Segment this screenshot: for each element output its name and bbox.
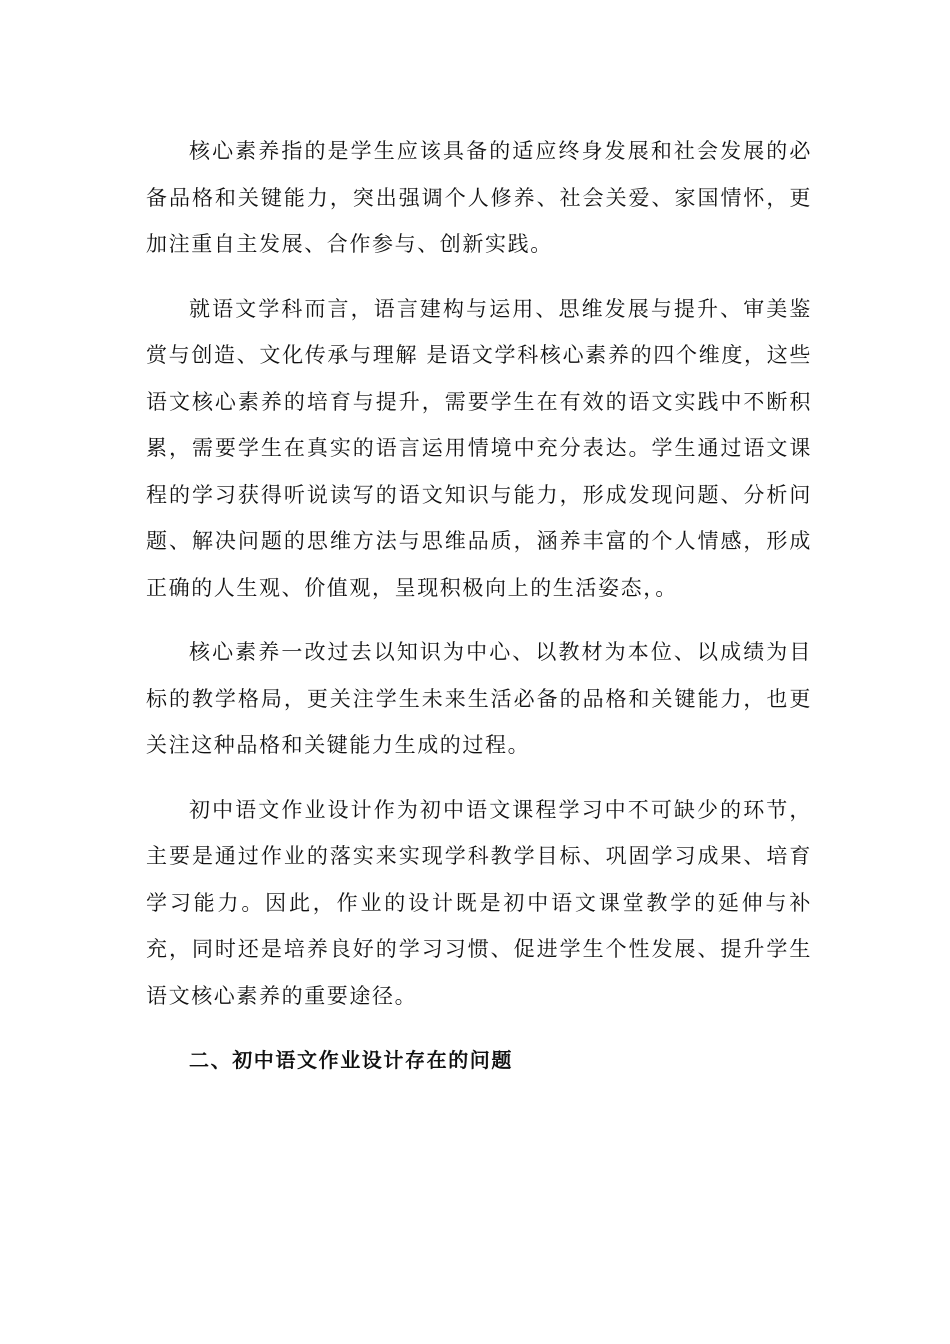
paragraph-chinese-subject-dimensions: 就语文学科而言，语言建构与运用、思维发展与提升、审美鉴赏与创造、文化传承与理解 是语文学科核心素养的四个维度，这些语文核心素养的培育与提升，需要学生在有效的语文实践中不断积累，需要学生在真实的语言运用情境中充分表达。学生通过语文课程的学习获得听说读写的语文知识与能力，形成发现问题、分析问题、解决问题的思维方法与思维品质，涵养丰富的个人情感，形成正确的人生观、价值观，呈现积极向上的生活姿态，。 bbox=[146, 296, 812, 600]
paragraph-core-literacy-change: 核心素养一改过去以知识为中心、以教材为本位、以成绩为目标的教学格局，更关注学生未来生活必备的品格和关键能力，也更关注这种品格和关键能力生成的过程。 bbox=[146, 640, 812, 757]
section-heading: 二、初中语文作业设计存在的问题 bbox=[189, 1048, 513, 1072]
paragraph-core-literacy-definition: 核心素养指的是学生应该具备的适应终身发展和社会发展的必备品格和关键能力，突出强调个人修养、社会关爱、家国情怀，更加注重自主发展、合作参与、创新实践。 bbox=[146, 139, 812, 256]
document-body bbox=[146, 128, 812, 1083]
paragraph-homework-design-role: 初中语文作业设计作为初中语文课程学习中不可缺少的环节，主要是通过作业的落实来实现学科教学目标、巩固学习成果、培育学习能力。因此，作业的设计既是初中语文课堂教学的延伸与补充，同时还是培养良好的学习习惯、促进学生个性发展、提升学生语文核心素养的重要途径。 bbox=[146, 797, 812, 1008]
